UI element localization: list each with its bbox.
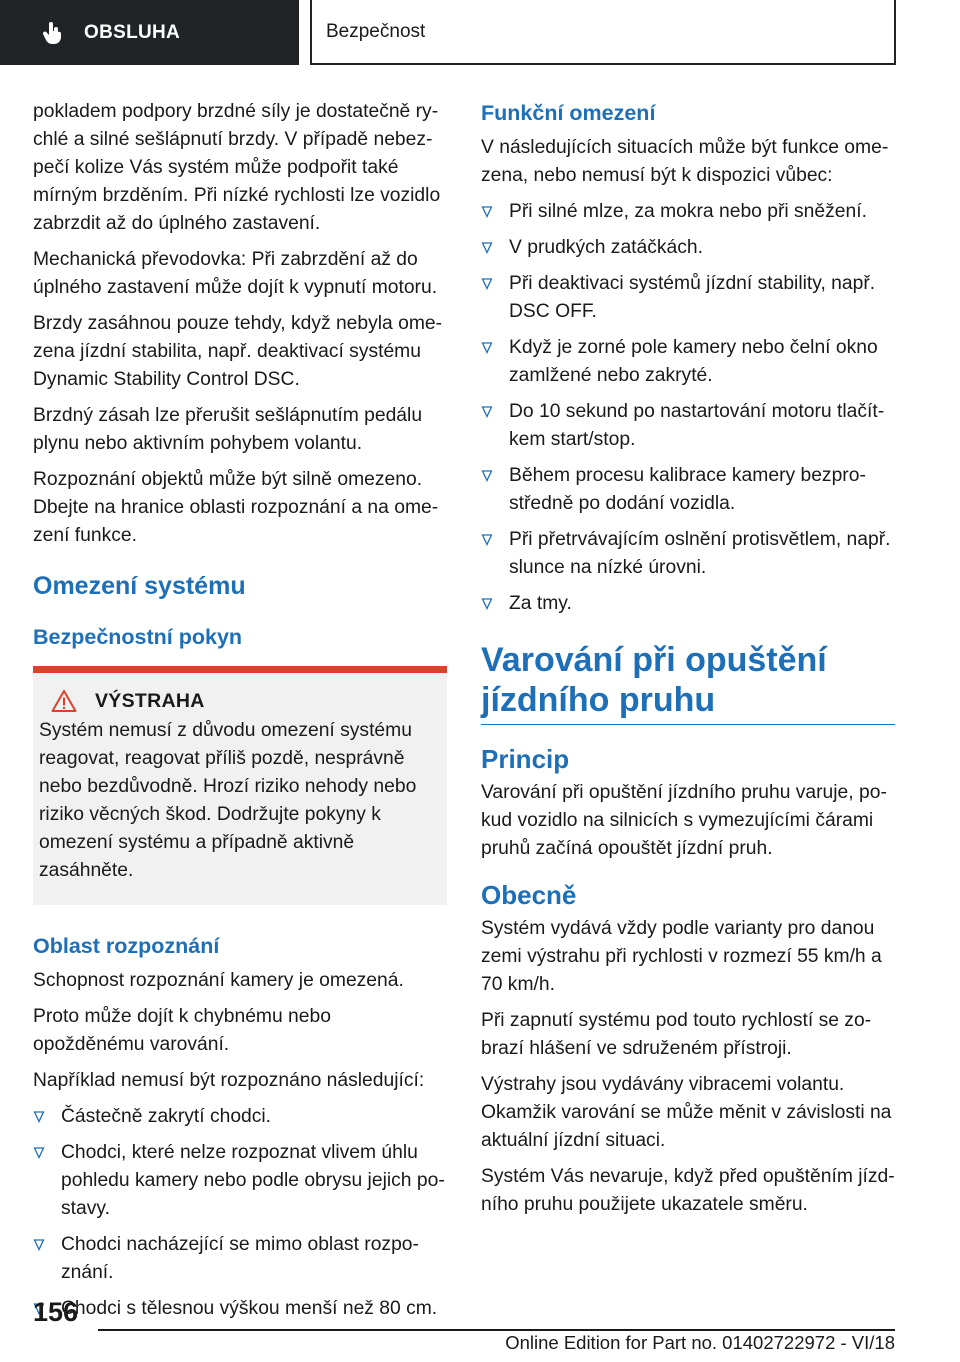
- heading-principle: Princip: [481, 744, 570, 774]
- triangle-bullet-icon: [33, 1239, 45, 1251]
- list-item: [33, 1231, 447, 1287]
- paragraph: Proto může dojít k chybnému nebo opožděnému varování.: [33, 1006, 331, 1055]
- list-item-text: Při přetrvávajícím oslnění protisvětlem, např. slunce na nízké úrovni.: [509, 529, 891, 578]
- paragraph: Systém vydává vždy podle varianty pro danou zemi výstrahu při rychlosti v rozmezí 55 km/h a 70 km/h.: [481, 918, 882, 995]
- list-item: [33, 1295, 447, 1323]
- triangle-bullet-icon: [481, 242, 493, 254]
- paragraph: Například nemusí být rozpoznáno následující:: [33, 1070, 425, 1091]
- list-item: [481, 334, 895, 390]
- triangle-bullet-icon: [481, 342, 493, 354]
- triangle-bullet-icon: [481, 598, 493, 610]
- warning-title: VÝSTRAHA: [95, 690, 205, 712]
- triangle-bullet-icon: [481, 406, 493, 418]
- list-item-text: Částečně zakrytí chodci.: [61, 1106, 272, 1127]
- bullet-list: [33, 1103, 447, 1323]
- warning-header: [51, 687, 443, 715]
- triangle-bullet-icon: [481, 206, 493, 218]
- list-item: [481, 270, 895, 326]
- heading-lane-departure: Varování při opuštění jízdního pruhu: [481, 640, 895, 725]
- heading-system-limits: Omezení systému: [33, 572, 246, 600]
- section-label: OBSLUHA: [84, 21, 181, 43]
- triangle-bullet-icon: [481, 470, 493, 482]
- list-item: [481, 198, 895, 226]
- paragraph: Varování při opuštění jízdního pruhu varuje, pokud vozidlo na silnicích s vymezujícími čárami pruhů začíná opouštět jízdní pruh.: [481, 782, 887, 859]
- list-item-text: Do 10 sekund po nastartování motoru tlačítkem start/stop.: [509, 401, 885, 450]
- triangle-bullet-icon: [481, 278, 493, 290]
- right-column: [481, 98, 895, 1227]
- list-item-text: Během procesu kalibrace kamery bezprostředně po dodání vozidla.: [509, 465, 866, 514]
- triangle-bullet-icon: [481, 534, 493, 546]
- topic-box: [310, 0, 896, 65]
- paragraph: V následujících situacích může být funkce omezena, nebo nemusí být k dispozici vůbec:: [481, 137, 889, 186]
- list-item-text: Chodci, které nelze rozpoznat vlivem úhlu pohledu kamery nebo podle obrysu jejich postavy.: [61, 1142, 445, 1219]
- list-item: [33, 1103, 447, 1131]
- list-item-text: Chodci s tělesnou výškou menší než 80 cm.: [61, 1298, 438, 1319]
- heading-functional-limits: Funkční omezení: [481, 101, 656, 125]
- bullet-list: [481, 198, 895, 618]
- list-item-text: Při deaktivaci systémů jízdní stability, např. DSC OFF.: [509, 273, 876, 322]
- list-item-text: Chodci nacházející se mimo oblast rozpoznání.: [61, 1234, 419, 1283]
- list-item: [481, 398, 895, 454]
- list-item: [481, 590, 895, 618]
- triangle-bullet-icon: [33, 1111, 45, 1123]
- paragraph: Brzdy zasáhnou pouze tehdy, když nebyla omezena jízdní stabilita, např. deaktivací systému Dynamic Stability Control DSC.: [33, 313, 443, 390]
- paragraph: pokladem podpory brzdné síly je dostatečně rychlé a silné sešlápnutí brzdy. V případě nebezpečí kolize Vás systém může podpořit také mírným brzděním. Při nízké rychlosti lze vozidlo zabrzdit až do úplného zastavení.: [33, 101, 441, 234]
- paragraph: Schopnost rozpoznání kamery je omezená.: [33, 970, 404, 991]
- page-number: 156: [33, 1297, 79, 1327]
- left-column: [33, 98, 447, 1333]
- list-item: [481, 462, 895, 518]
- paragraph: Rozpoznání objektů může být silně omezeno. Dbejte na hranice oblasti rozpoznání a na omezení funkce.: [33, 469, 439, 546]
- paragraph: Výstrahy jsou vydávány vibracemi volantu. Okamžik varování se může měnit v závislosti na aktuální jízdní situaci.: [481, 1074, 892, 1151]
- paragraph: Systém Vás nevaruje, když před opuštěním jízdního pruhu použijete ukazatele směru.: [481, 1166, 895, 1215]
- list-item-text: Za tmy.: [509, 593, 572, 614]
- paragraph: Při zapnutí systému pod touto rychlostí se zobrazí hlášení ve sdruženém přístroji.: [481, 1010, 872, 1059]
- footer-divider: [98, 1329, 895, 1331]
- triangle-bullet-icon: [33, 1147, 45, 1159]
- warning-text: Systém nemusí z důvodu omezení systému reagovat, reagovat příliš pozdě, nesprávně nebo bezdůvodně. Hrozí riziko nehody nebo riziko věcných škod. Dodržujte pokyny k omezení systému a případně aktivně zasáhněte.: [39, 720, 417, 881]
- list-item-text: Při silné mlze, za mokra nebo při sněžení.: [509, 201, 867, 222]
- paragraph: Brzdný zásah lze přerušit sešlápnutím pedálu plynu nebo aktivním pohybem volantu.: [33, 405, 423, 454]
- list-item-text: V prudkých zatáčkách.: [509, 237, 703, 258]
- topic-label: Bezpečnost: [326, 20, 426, 42]
- paragraph: Mechanická převodovka: Při zabrzdění až do úplného zastavení může dojít k vypnutí motoru.: [33, 249, 438, 298]
- list-item: [481, 234, 895, 262]
- list-item: [33, 1139, 447, 1223]
- section-tab: [0, 0, 299, 65]
- list-item-text: Když je zorné pole kamery nebo čelní okno zamlžené nebo zakryté.: [509, 337, 878, 386]
- heading-safety-note: Bezpečnostní pokyn: [33, 625, 243, 649]
- list-item: [481, 526, 895, 582]
- edition-note: Online Edition for Part no. 01402722972 - VI/18: [505, 1332, 895, 1353]
- warning-box: [33, 666, 447, 905]
- hand-pointer-icon: [40, 20, 66, 46]
- heading-detection-area: Oblast rozpoznání: [33, 934, 220, 958]
- warning-triangle-icon: [51, 689, 77, 713]
- heading-general: Obecně: [481, 880, 577, 910]
